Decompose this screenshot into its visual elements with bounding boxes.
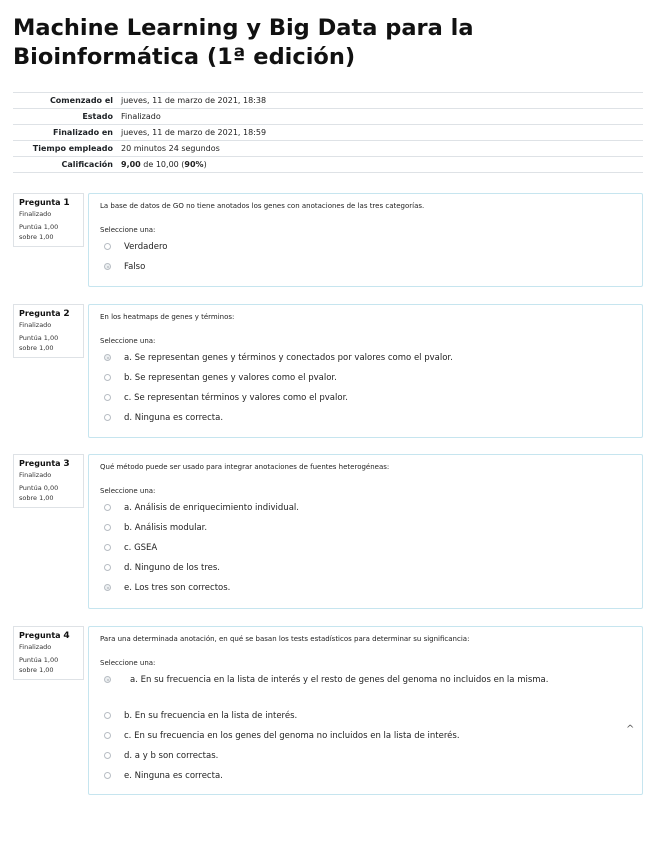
answer-option[interactable] [100, 521, 622, 535]
answer-option[interactable] [100, 561, 622, 575]
radio-button-selected[interactable] [104, 354, 111, 361]
answer-option[interactable] [100, 351, 622, 365]
radio-button[interactable] [104, 544, 111, 551]
summary-row-finished [13, 125, 643, 141]
answer-prompt: Seleccione una: [100, 226, 156, 234]
grade-percent: 90% [184, 160, 204, 169]
answer-option[interactable] [100, 240, 622, 254]
radio-button[interactable] [104, 374, 111, 381]
radio-button[interactable] [104, 712, 111, 719]
question-state: Finalizado [19, 321, 52, 329]
summary-value: Finalizado [121, 112, 161, 121]
question-content [88, 193, 643, 287]
answer-label: c. GSEA [124, 543, 158, 553]
answer-label: d. Ninguno de los tres. [124, 563, 220, 573]
question-2 [13, 304, 643, 438]
question-info [13, 626, 84, 680]
page-title: Machine Learning y Big Data para la Bioinformática (1ª edición) [13, 15, 474, 70]
answer-option[interactable] [100, 729, 622, 743]
grade-close: ) [203, 160, 207, 169]
answer-label: a. Análisis de enriquecimiento individual. [124, 503, 299, 513]
answer-prompt: Seleccione una: [100, 487, 156, 495]
question-info [13, 193, 84, 247]
question-content [88, 304, 643, 438]
summary-value [121, 157, 643, 173]
answer-label: e. Ninguna es correcta. [124, 771, 223, 781]
question-text: La base de datos de GO no tiene anotados los genes con anotaciones de las tres categorías. [100, 202, 425, 210]
answer-label: c. Se representan términos y valores como el pvalor. [124, 393, 348, 403]
question-score: Puntúa 1,00 [19, 223, 59, 231]
radio-button[interactable] [104, 564, 111, 571]
radio-button[interactable] [104, 414, 111, 421]
answer-option[interactable] [100, 260, 622, 274]
question-3 [13, 454, 643, 609]
radio-button-selected[interactable] [104, 263, 111, 270]
attempt-summary [13, 92, 643, 173]
question-state: Finalizado [19, 210, 52, 218]
answer-option[interactable] [100, 673, 622, 701]
question-number: Pregunta 2 [19, 309, 70, 319]
grade-score: 9,00 [121, 160, 141, 169]
answer-label: Falso [124, 262, 146, 272]
radio-button[interactable] [104, 504, 111, 511]
summary-value: jueves, 11 de marzo de 2021, 18:59 [121, 128, 267, 137]
summary-row-state [13, 109, 643, 125]
answer-label: d. Ninguna es correcta. [124, 413, 224, 423]
radio-button-selected[interactable] [104, 676, 111, 683]
answer-label: b. En su frecuencia en la lista de interés. [124, 711, 298, 721]
radio-button[interactable] [104, 772, 111, 779]
radio-button-selected[interactable] [104, 584, 111, 591]
answer-option[interactable] [100, 541, 622, 555]
question-score: Puntúa 0,00 [19, 484, 59, 492]
question-4 [13, 626, 643, 795]
answer-label: b. Se representan genes y valores como el pvalor. [124, 373, 337, 383]
answer-option[interactable] [100, 391, 622, 405]
summary-label: Comenzado el [49, 96, 113, 105]
question-state: Finalizado [19, 471, 52, 479]
question-number: Pregunta 4 [19, 631, 70, 641]
question-text: Para una determinada anotación, en qué se basan los tests estadísticos para determinar su significancia: [100, 635, 470, 643]
answer-option[interactable] [100, 411, 622, 425]
grade-of: de 10,00 ( [143, 160, 185, 169]
radio-button[interactable] [104, 243, 111, 250]
question-score: Puntúa 1,00 [19, 656, 59, 664]
answer-label: a. En su frecuencia en la lista de interés y el resto de genes del genoma no incluidos en la misma. [130, 675, 549, 685]
question-text: En los heatmaps de genes y términos: [100, 313, 235, 321]
radio-button[interactable] [104, 752, 111, 759]
question-number: Pregunta 3 [19, 459, 70, 469]
question-max: sobre 1,00 [19, 666, 54, 674]
radio-button[interactable] [104, 524, 111, 531]
question-text: Qué método puede ser usado para integrar anotaciones de fuentes heterogéneas: [100, 463, 390, 471]
summary-label: Tiempo empleado [32, 144, 113, 153]
answer-option[interactable] [100, 709, 622, 723]
answer-label: e. Los tres son correctos. [124, 583, 231, 593]
answer-option[interactable] [100, 769, 622, 783]
question-state: Finalizado [19, 643, 52, 651]
answer-option[interactable] [100, 501, 622, 515]
question-info [13, 304, 84, 358]
summary-label: Finalizado en [53, 128, 113, 137]
question-score: Puntúa 1,00 [19, 334, 59, 342]
radio-button[interactable] [104, 732, 111, 739]
radio-button[interactable] [104, 394, 111, 401]
answer-label: d. a y b son correctas. [124, 751, 219, 761]
answer-prompt: Seleccione una: [100, 337, 156, 345]
answer-label: b. Análisis modular. [124, 523, 208, 533]
question-max: sobre 1,00 [19, 233, 54, 241]
summary-row-time [13, 141, 643, 157]
answer-label: c. En su frecuencia en los genes del genoma no incluidos en la lista de interés. [124, 731, 460, 741]
question-max: sobre 1,00 [19, 494, 54, 502]
question-content [88, 454, 643, 609]
answer-option[interactable] [100, 371, 622, 385]
answer-option[interactable] [100, 581, 622, 595]
summary-row-grade [13, 157, 643, 173]
question-content [88, 626, 643, 795]
scroll-up-icon[interactable]: ^ [626, 724, 635, 735]
question-info [13, 454, 84, 508]
answer-prompt: Seleccione una: [100, 659, 156, 667]
summary-value: 20 minutos 24 segundos [121, 144, 220, 153]
question-max: sobre 1,00 [19, 344, 54, 352]
summary-label: Estado [82, 112, 113, 121]
answer-label: a. Se representan genes y términos y conectados por valores como el pvalor. [124, 353, 453, 363]
answer-option[interactable] [100, 749, 622, 763]
summary-value: jueves, 11 de marzo de 2021, 18:38 [121, 96, 267, 105]
question-1 [13, 193, 643, 287]
summary-label: Calificación [61, 160, 113, 169]
answer-label: Verdadero [124, 242, 168, 252]
question-number: Pregunta 1 [19, 198, 70, 208]
summary-row-started [13, 93, 643, 109]
